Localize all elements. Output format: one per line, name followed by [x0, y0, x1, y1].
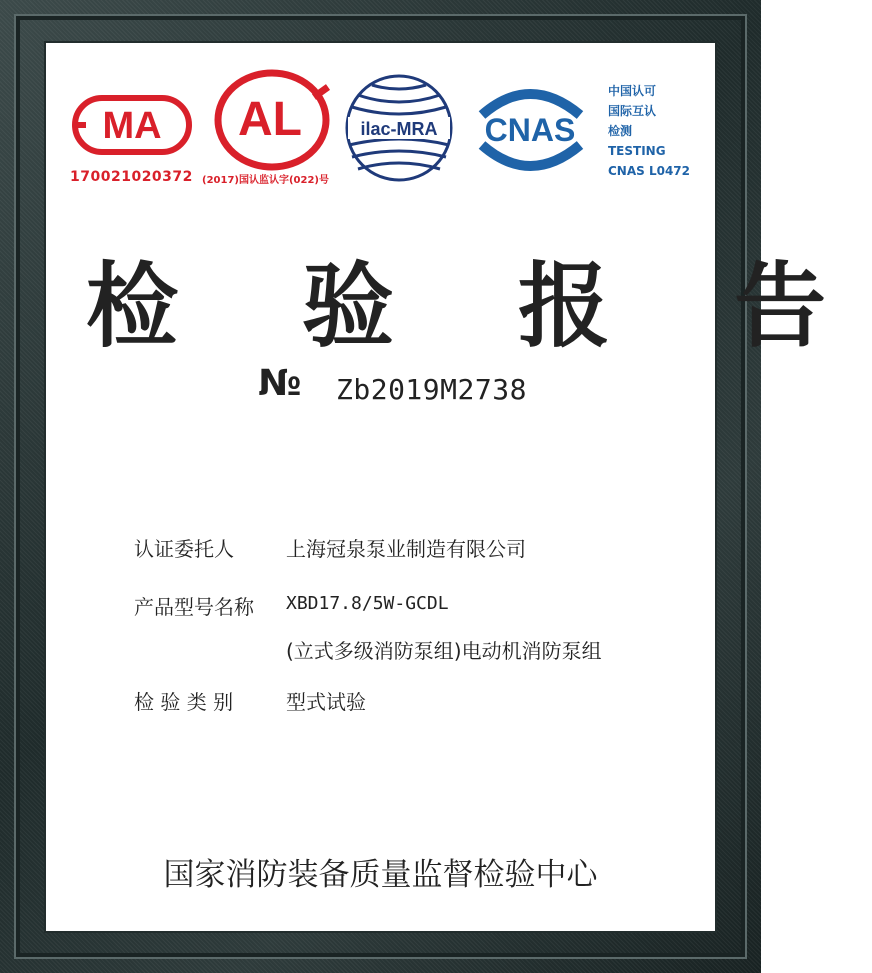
product-model: XBD17.8/5W-GCDL — [286, 593, 449, 614]
ilac-mra-logo — [344, 73, 454, 183]
mutual-line: CNAS L0472 — [608, 164, 691, 178]
client-label: 认证委托人 — [134, 537, 234, 561]
mutual-line: 中国认可 — [608, 84, 657, 98]
cma-logo-text: MA — [102, 105, 162, 147]
mutual-line: TESTING — [608, 144, 666, 158]
inspection-type-value: 型式试验 — [286, 690, 366, 714]
cma-logo — [72, 95, 192, 155]
mutual-line: 检测 — [608, 124, 633, 138]
report-number-symbol: № — [258, 363, 302, 404]
product-label: 产品型号名称 — [134, 595, 254, 619]
certification-logos — [46, 43, 715, 203]
product-description: (立式多级消防泵组)电动机消防泵组 — [286, 639, 602, 663]
inspection-type-label: 检 验 类 别 — [134, 690, 234, 714]
mutual-recognition-text — [608, 81, 690, 181]
report-number: Zb2019M2738 — [336, 373, 527, 406]
cal-logo — [214, 69, 330, 171]
issuing-organization: 国家消防装备质量监督检验中心 — [163, 857, 598, 893]
ilac-logo-text: ilac-MRA — [360, 119, 438, 139]
client-value: 上海冠泉泵业制造有限公司 — [286, 537, 526, 561]
mutual-line: 国际互认 — [608, 104, 657, 118]
cnas-logo — [468, 81, 592, 179]
cma-certificate-number: 170021020372 — [70, 169, 193, 185]
report-cover — [46, 43, 872, 931]
cnas-logo-text: CNAS — [484, 112, 576, 148]
report-title: 检 验 报 告 — [86, 253, 872, 360]
cal-certificate-number: (2017)国认监认字(022)号 — [202, 175, 329, 186]
cal-logo-text: AL — [238, 93, 302, 146]
